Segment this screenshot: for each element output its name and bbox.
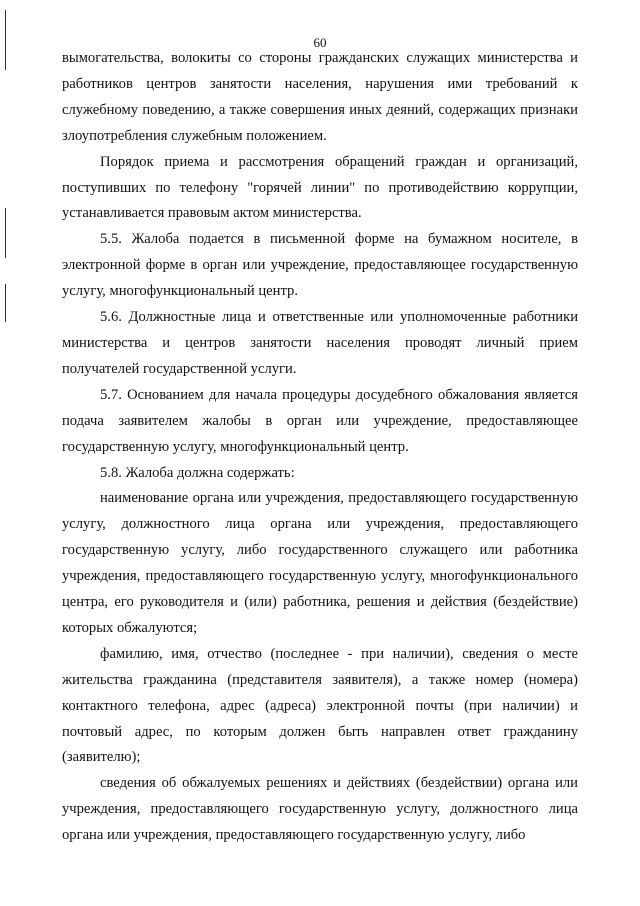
paragraph-5-7: 5.7. Основанием для начала процедуры досудебного обжалования является подача заявителем жалобы в орган или учреждение, предоставляющее государственную услугу, многофункциональный центр. [62, 386, 578, 455]
paragraph-complaint-item-applicant: фамилию, имя, отчество (последнее - при наличии), сведения о месте жительства гражданина (представителя заявителя), а также номер (номера) контактного телефона, адрес (адреса) электронной почты (при наличии) и почтовый адрес, по которым должен быть направлен ответ гражданину (заявителю); [62, 645, 578, 766]
document-body [62, 46, 578, 849]
paragraph-5-6: 5.6. Должностные лица и ответственные или уполномоченные работники министерства и центров занятости населения проводят личный прием получателей государственной услуги. [62, 309, 578, 377]
paragraph-complaint-item-authority: наименование органа или учреждения, предоставляющего государственную услугу, должностного лица органа или учреждения, предоставляющего государственную услугу, либо государственного служащего или работника учреждения, предоставляющего государственную услугу, многофункционального центра, его руководителя и (или) работника, решения и действия (бездействие) которых обжалуются; [62, 490, 578, 636]
page-number: 60 [313, 35, 327, 50]
paragraph-5-5: 5.5. Жалоба подается в письменной форме на бумажном носителе, в электронной форме в орган или учреждение, предоставляющее государственную услугу, многофункциональный центр. [62, 231, 578, 300]
paragraph-hotline-procedure: Порядок приема и рассмотрения обращений граждан и организаций, поступивших по телефону "горячей линии" по противодействию коррупции, устанавливается правовым актом министерства. [62, 153, 578, 222]
paragraph-continuation: вымогательства, волокиты со стороны гражданских служащих министерства и работников центров занятости населения, нарушения ими требований к служебному поведению, а также совершения иных деяний, содержащих признаки злоупотребления служебным положением. [62, 50, 578, 144]
paragraph-complaint-item-decisions: сведения об обжалуемых решениях и действиях (бездействии) органа или учреждения, предоставляющего государственную услугу, должностного лица органа или учреждения, предоставляющего государственную услугу, либо [62, 775, 578, 844]
paragraph-5-8: 5.8. Жалоба должна содержать: [100, 464, 295, 481]
scan-edge-mark [5, 208, 6, 258]
scan-edge-mark [5, 284, 6, 322]
